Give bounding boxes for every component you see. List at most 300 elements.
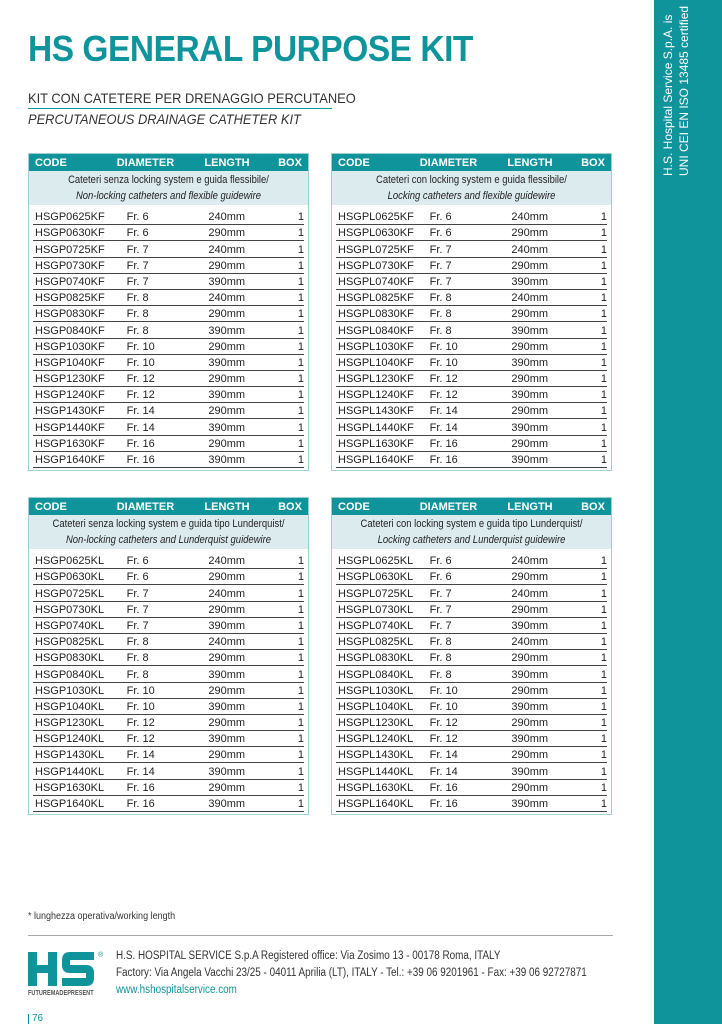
table-row [336,553,607,569]
box-quantity: 1 [297,765,304,778]
length-value: 290mm [208,749,246,762]
box-quantity: 1 [297,668,304,681]
diameter-value: Fr. 12 [126,373,155,386]
subheader-english: Non-locking catheters and flexible guidewire [75,190,262,202]
diameter-value: Fr. 10 [429,356,458,369]
table-row [33,699,304,715]
table-row [336,683,607,699]
product-code: HSGP0630KF [35,227,105,240]
box-quantity: 1 [600,603,607,616]
length-value: 390mm [511,356,549,369]
box-quantity: 1 [600,636,607,649]
subheader-italian: Cateteri senza locking system e guida tipo Lunderquist/ [52,518,285,530]
box-quantity: 1 [600,652,607,665]
length-value: 390mm [208,700,246,713]
product-code: HSGP0830KL [35,652,105,665]
length-value: 240mm [511,636,549,649]
diameter-value: Fr. 8 [126,668,149,681]
column-header-diameter: DIAMETER [419,500,478,513]
table-row [33,290,304,306]
table-row [33,747,304,763]
table-row [33,780,304,796]
table-row [33,683,304,699]
table-row [336,355,607,371]
diameter-value: Fr. 14 [126,765,155,778]
table-subheader [332,515,611,549]
diameter-value: Fr. 6 [126,227,149,240]
table-row [336,339,607,355]
diameter-value: Fr. 14 [126,421,155,434]
box-quantity: 1 [600,749,607,762]
table-row [33,452,304,468]
diameter-value: Fr. 6 [126,571,149,584]
diameter-value: Fr. 14 [429,405,458,418]
table-row [336,209,607,225]
table-row [33,796,304,812]
length-value: 390mm [511,765,549,778]
box-quantity: 1 [600,717,607,730]
diameter-value: Fr. 16 [126,798,155,810]
length-value: 290mm [511,259,549,272]
product-code: HSGPL0630KF [338,227,414,240]
length-value: 390mm [511,454,549,466]
length-value: 290mm [208,652,246,665]
column-header-diameter: DIAMETER [116,500,175,513]
product-code: HSGPL0740KL [338,619,414,632]
diameter-value: Fr. 8 [126,636,149,649]
diameter-value: Fr. 14 [429,749,458,762]
diameter-value: Fr. 8 [126,308,149,321]
box-quantity: 1 [297,421,304,434]
table-row [33,763,304,779]
product-code: HSGPL0625KL [338,555,414,568]
column-header-diameter: DIAMETER [419,156,478,169]
table-row [336,322,607,338]
table-row [33,666,304,682]
diameter-value: Fr. 8 [126,292,149,305]
column-header-length: LENGTH [507,156,553,169]
table-row [336,585,607,601]
table-row [33,371,304,387]
footnote: * lunghezza operativa/working length [28,911,176,922]
table-row [33,403,304,419]
product-code: HSGP0625KF [35,211,105,224]
diameter-value: Fr. 16 [126,781,155,794]
length-value: 290mm [208,571,246,584]
diameter-value: Fr. 10 [126,700,155,713]
box-quantity: 1 [600,684,607,697]
box-quantity: 1 [600,668,607,681]
table-row [336,747,607,763]
box-quantity: 1 [600,571,607,584]
product-code: HSGPL0725KL [338,587,414,600]
box-quantity: 1 [297,749,304,762]
length-value: 290mm [511,405,549,418]
product-code: HSGPL1040KF [338,356,414,369]
box-quantity: 1 [297,373,304,386]
table-row [336,602,607,618]
box-quantity: 1 [297,571,304,584]
product-code: HSGPL1640KL [338,798,414,810]
product-code: HSGP0725KL [35,587,105,600]
page-title: HS GENERAL PURPOSE KIT [28,28,473,69]
certification-line-2: UNI CEI EN ISO 13485 certified [677,5,691,176]
box-quantity: 1 [297,275,304,288]
diameter-value: Fr. 12 [429,373,458,386]
table-row [336,274,607,290]
diameter-value: Fr. 7 [126,587,149,600]
product-code: HSGP1430KL [35,749,105,762]
diameter-value: Fr. 12 [126,717,155,730]
product-code: HSGP1640KF [35,454,105,466]
length-value: 240mm [511,211,549,224]
product-code: HSGPL1440KF [338,421,414,434]
product-code: HSGP1640KL [35,798,105,810]
length-value: 240mm [208,292,246,305]
box-quantity: 1 [297,717,304,730]
box-quantity: 1 [297,340,304,353]
product-code: HSGPL1240KF [338,389,414,402]
column-header-diameter: DIAMETER [116,156,175,169]
column-header-length: LENGTH [204,500,250,513]
table-row [336,258,607,274]
diameter-value: Fr. 16 [429,798,458,810]
diameter-value: Fr. 14 [429,421,458,434]
length-value: 390mm [208,324,246,337]
length-value: 290mm [511,781,549,794]
box-quantity: 1 [297,555,304,568]
subheader-english: Non-locking catheters and Lunderquist guidewire [65,534,272,546]
product-code: HSGP0730KF [35,259,105,272]
diameter-value: Fr. 8 [126,324,149,337]
length-value: 390mm [511,421,549,434]
box-quantity: 1 [600,227,607,240]
length-value: 290mm [511,571,549,584]
box-quantity: 1 [600,275,607,288]
diameter-value: Fr. 14 [126,749,155,762]
length-value: 290mm [208,405,246,418]
length-value: 390mm [511,619,549,632]
length-value: 290mm [208,373,246,386]
table-header [332,498,611,515]
length-value: 290mm [208,684,246,697]
subtitle-italian: KIT CON CATETERE PER DRENAGGIO PERCUTANEO [28,90,356,106]
box-quantity: 1 [600,211,607,224]
length-value: 290mm [208,259,246,272]
table-row [33,258,304,274]
diameter-value: Fr. 10 [429,684,458,697]
subheader-italian: Cateteri con locking system e guida tipo Lunderquist/ [360,518,583,530]
box-quantity: 1 [600,454,607,466]
length-value: 290mm [208,603,246,616]
diameter-value: Fr. 7 [429,259,452,272]
table-row [336,699,607,715]
product-code: HSGP1430KF [35,405,105,418]
length-value: 240mm [511,243,549,256]
diameter-value: Fr. 8 [429,668,452,681]
box-quantity: 1 [297,798,304,810]
product-code: HSGP0825KF [35,292,105,305]
product-table [331,497,612,815]
diameter-value: Fr. 6 [429,571,452,584]
diameter-value: Fr. 10 [126,356,155,369]
column-header-code: CODE [338,156,370,169]
box-quantity: 1 [297,781,304,794]
product-code: HSGP0740KF [35,275,105,288]
product-code: HSGPL0840KL [338,668,414,681]
box-quantity: 1 [600,340,607,353]
diameter-value: Fr. 14 [126,405,155,418]
diameter-value: Fr. 8 [429,308,452,321]
box-quantity: 1 [600,356,607,369]
diameter-value: Fr. 10 [429,700,458,713]
diameter-value: Fr. 16 [429,454,458,466]
product-code: HSGP1230KL [35,717,105,730]
table-row [33,387,304,403]
product-code: HSGPL0730KF [338,259,414,272]
length-value: 390mm [208,421,246,434]
diameter-value: Fr. 7 [429,603,452,616]
column-header-box: BOX [278,156,302,169]
box-quantity: 1 [297,227,304,240]
table-row [336,371,607,387]
table-row [33,585,304,601]
length-value: 290mm [208,717,246,730]
table-row [33,731,304,747]
product-code: HSGP1240KL [35,733,105,746]
table-row [33,650,304,666]
product-code: HSGP0630KL [35,571,105,584]
box-quantity: 1 [297,292,304,305]
table-row [336,241,607,257]
box-quantity: 1 [297,259,304,272]
factory-address: Factory: Via Angela Vacchi 23/25 - 04011 Aprilia (LT), ITALY - Tel.: +39 06 9201961 - Fax: +39 06 92727871 [116,967,587,979]
product-code: HSGPL0630KL [338,571,414,584]
box-quantity: 1 [297,700,304,713]
box-quantity: 1 [297,603,304,616]
product-code: HSGP0840KL [35,668,105,681]
box-quantity: 1 [600,259,607,272]
length-value: 240mm [208,211,246,224]
product-code: HSGPL1030KL [338,684,414,697]
table-row [33,322,304,338]
diameter-value: Fr. 16 [126,437,155,450]
product-code: HSGPL1030KF [338,340,414,353]
diameter-value: Fr. 7 [429,243,452,256]
length-value: 390mm [208,798,246,810]
table-subheader [29,515,308,549]
column-header-box: BOX [581,500,605,513]
box-quantity: 1 [297,389,304,402]
product-code: HSGP0740KL [35,619,105,632]
length-value: 240mm [511,555,549,568]
box-quantity: 1 [297,454,304,466]
box-quantity: 1 [600,243,607,256]
diameter-value: Fr. 6 [126,555,149,568]
diameter-value: Fr. 7 [126,243,149,256]
length-value: 290mm [208,308,246,321]
product-code: HSGPL0740KF [338,275,414,288]
product-table [28,497,309,815]
column-header-length: LENGTH [507,500,553,513]
footer-divider [28,935,613,936]
box-quantity: 1 [600,781,607,794]
column-header-length: LENGTH [204,156,250,169]
table-row [33,634,304,650]
table-row [336,731,607,747]
length-value: 390mm [511,324,549,337]
table-row [336,452,607,468]
table-row [336,387,607,403]
diameter-value: Fr. 7 [429,275,452,288]
product-code: HSGPL1230KF [338,373,414,386]
table-row [33,274,304,290]
box-quantity: 1 [600,733,607,746]
table-row [33,553,304,569]
diameter-value: Fr. 8 [429,636,452,649]
diameter-value: Fr. 12 [429,389,458,402]
product-code: HSGPL0830KF [338,308,414,321]
box-quantity: 1 [600,308,607,321]
product-code: HSGP1040KF [35,356,105,369]
length-value: 390mm [208,668,246,681]
diameter-value: Fr. 6 [429,555,452,568]
diameter-value: Fr. 8 [126,652,149,665]
subtitle-divider [28,108,332,109]
length-value: 290mm [208,340,246,353]
table-row [336,780,607,796]
box-quantity: 1 [297,619,304,632]
product-code: HSGP1240KF [35,389,105,402]
length-value: 390mm [511,668,549,681]
box-quantity: 1 [297,636,304,649]
length-value: 290mm [511,227,549,240]
length-value: 390mm [208,356,246,369]
box-quantity: 1 [297,405,304,418]
box-quantity: 1 [600,292,607,305]
table-row [336,436,607,452]
registered-office: H.S. HOSPITAL SERVICE S.p.A Registered office: Via Zosimo 13 - 00178 Roma, ITALY [116,950,501,962]
length-value: 290mm [208,437,246,450]
column-header-code: CODE [35,156,67,169]
box-quantity: 1 [600,421,607,434]
registered-mark: ® [98,952,104,959]
product-code: HSGP1040KL [35,700,105,713]
box-quantity: 1 [600,765,607,778]
table-subheader [29,171,308,205]
table-row [336,225,607,241]
product-code: HSGPL0725KF [338,243,414,256]
box-quantity: 1 [600,798,607,810]
diameter-value: Fr. 16 [126,454,155,466]
diameter-value: Fr. 12 [126,733,155,746]
product-code: HSGPL0730KL [338,603,414,616]
diameter-value: Fr. 12 [429,733,458,746]
table-row [33,339,304,355]
box-quantity: 1 [297,733,304,746]
length-value: 290mm [511,308,549,321]
table-row [33,569,304,585]
length-value: 290mm [511,652,549,665]
box-quantity: 1 [600,555,607,568]
product-code: HSGP0825KL [35,636,105,649]
box-quantity: 1 [297,652,304,665]
diameter-value: Fr. 7 [126,619,149,632]
diameter-value: Fr. 7 [429,587,452,600]
box-quantity: 1 [297,684,304,697]
diameter-value: Fr. 16 [429,781,458,794]
length-value: 390mm [208,454,246,466]
product-code: HSGP1030KF [35,340,105,353]
diameter-value: Fr. 12 [126,389,155,402]
product-code: HSGPL1640KF [338,454,414,466]
length-value: 290mm [511,684,549,697]
product-code: HSGPL1230KL [338,717,414,730]
table-row [33,355,304,371]
box-quantity: 1 [600,324,607,337]
diameter-value: Fr. 10 [429,340,458,353]
column-header-code: CODE [35,500,67,513]
length-value: 240mm [511,292,549,305]
length-value: 390mm [511,700,549,713]
product-code: HSGP1630KF [35,437,105,450]
box-quantity: 1 [297,437,304,450]
table-header [29,498,308,515]
product-code: HSGPL1440KL [338,765,414,778]
table-row [336,618,607,634]
product-code: HSGP1230KF [35,373,105,386]
product-code: HSGP1440KF [35,421,105,434]
length-value: 290mm [208,781,246,794]
length-value: 290mm [511,373,549,386]
length-value: 390mm [208,389,246,402]
diameter-value: Fr. 12 [429,717,458,730]
table-subheader [332,171,611,205]
length-value: 390mm [511,798,549,810]
table-row [336,796,607,812]
product-code: HSGPL1040KL [338,700,414,713]
product-code: HSGPL1630KF [338,437,414,450]
length-value: 240mm [208,243,246,256]
subheader-italian: Cateteri senza locking system e guida flessibile/ [68,174,269,186]
product-table [331,153,612,471]
box-quantity: 1 [600,587,607,600]
table-row [336,569,607,585]
product-code: HSGPL1430KL [338,749,414,762]
product-code: HSGP0840KF [35,324,105,337]
box-quantity: 1 [600,405,607,418]
box-quantity: 1 [297,243,304,256]
table-row [336,306,607,322]
website-link[interactable]: www.hshospitalservice.com [116,984,237,996]
product-code: HSGPL0825KF [338,292,414,305]
length-value: 290mm [511,749,549,762]
diameter-value: Fr. 10 [126,340,155,353]
table-row [336,290,607,306]
subheader-italian: Cateteri con locking system e guida flessibile/ [376,174,567,186]
length-value: 290mm [511,717,549,730]
box-quantity: 1 [297,587,304,600]
diameter-value: Fr. 7 [429,619,452,632]
table-header [332,154,611,171]
length-value: 390mm [208,765,246,778]
diameter-value: Fr. 6 [429,227,452,240]
product-code: HSGP0625KL [35,555,105,568]
product-code: HSGP1440KL [35,765,105,778]
diameter-value: Fr. 10 [126,684,155,697]
certification-note [660,0,692,176]
table-row [336,763,607,779]
